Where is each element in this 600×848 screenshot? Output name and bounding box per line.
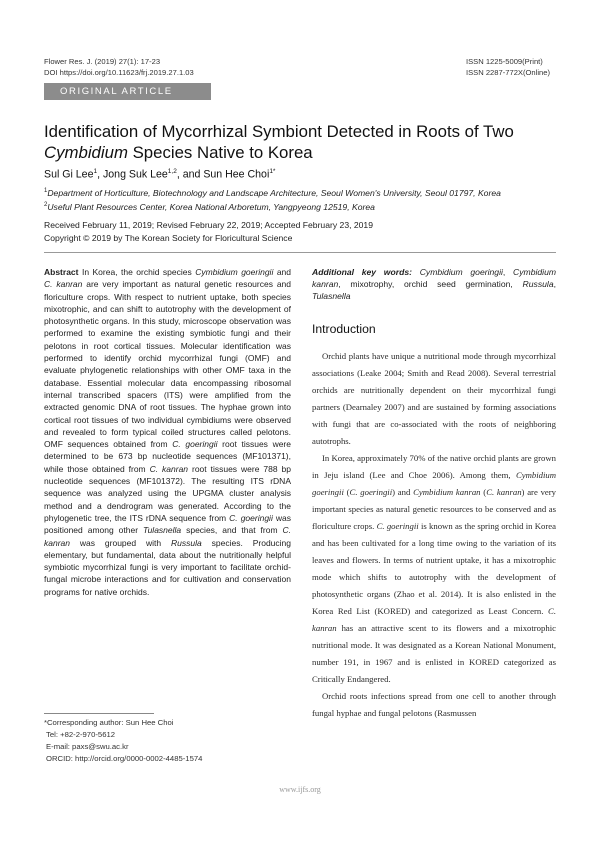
italic-term: C. goeringii: [172, 439, 218, 450]
abstract: [44, 266, 291, 598]
text-run: species. Producing elementary, but fundamental, data about the nutritionally helpful symbiotic mycorrhizal fungi is very important to facilitate orchid-fungal microbe interactions and for cultivation and conservation programs for native orchids.: [44, 537, 292, 597]
italic-term: C. kanran: [44, 525, 291, 548]
telephone: Tel: +82-2-970-5612: [46, 730, 116, 739]
introduction-paragraph: [312, 348, 556, 450]
text-run: (: [343, 487, 350, 497]
text-run: ) are very important species as natural genetic resources to be conserved and as floriculture crops.: [312, 487, 557, 531]
copyright-line: Copyright © 2019 by The Korean Society for Floricultural Science: [44, 232, 293, 243]
introduction-body: [312, 348, 556, 722]
divider: [44, 252, 556, 253]
journal-citation: Flower Res. J. (2019) 27(1): 17-23: [44, 57, 161, 66]
text-run: has an attractive scent to its flowers and a mixotrophic nutritional mode. It was designated as a Korean National Monument, number 191, in 1967 and is enlisted in KORED categorized as Critically Endangered.: [312, 623, 556, 684]
text-run: In Korea, approximately 70% of the native orchid plants are grown in Jeju island (Lee and Choe 2006). Among them,: [312, 453, 556, 480]
italic-term: C. goeringii: [349, 487, 393, 497]
section-heading-introduction: Introduction: [312, 322, 376, 336]
orcid[interactable]: ORCID: http://orcid.org/0000-0002-4485-1574: [46, 754, 203, 763]
italic-term: Tulasnella: [143, 525, 182, 536]
affiliations: [44, 185, 584, 213]
italic-term: Russula: [522, 279, 554, 290]
italic-term: C. kanran: [486, 487, 522, 497]
article-title: [44, 121, 564, 163]
text-run: and: [273, 267, 291, 277]
article-type-banner: ORIGINAL ARTICLE: [44, 83, 211, 100]
italic-term: C. kanran: [149, 463, 189, 474]
text-run: is known as the spring orchid in Korea and has been cultivated for a long time owing to the variation of its leaves and flowers. In terms of nutrient uptake, it has a mixotrophic mode which shifts to autotrophy with the development of photosynthetic organs (Zhao et al. 2014). It is also enlisted in the Korea Red List (KORED) and categorized as Least Concern.: [312, 521, 557, 616]
author-affil-mark: 1,2: [167, 168, 177, 175]
text-run: root tissues were determined to be 673 bp nucleotide sequences (MF101371), while those obtained from: [44, 439, 291, 474]
italic-term: C. goeringii: [376, 521, 419, 531]
text-run: root tissues were 788 bp nucleotide sequences (MF101372). The resulting ITS rDNA sequence was analyzed using the UPGMA cluster analysis method and a dendrogram was generated. According to the phylogenetic tree, the ITS rDNA sequence from: [44, 463, 291, 523]
affiliation-text: Useful Plant Resources Center, Korea National Arboretum, Yangpyeong 12519, Korea: [47, 201, 375, 212]
keywords: [312, 266, 556, 303]
introduction-paragraph: [312, 688, 556, 722]
author-name: Sun Hee Choi: [203, 168, 270, 181]
author-separator: ,: [97, 168, 103, 181]
text-run: was positioned among other: [44, 512, 291, 536]
corresponding-author: *Corresponding author: Sun Hee Choi: [44, 718, 174, 727]
author-name: Sul Gi Lee: [44, 168, 94, 181]
affiliation: [44, 199, 584, 213]
italic-term: Cymbidium goeringii: [419, 267, 503, 277]
abstract-body: [44, 267, 291, 597]
italic-term: C. goeringii: [229, 512, 273, 523]
author-affil-mark: 1: [93, 168, 98, 175]
affiliation-text: Department of Horticulture, Biotechnology and Landscape Architecture, Seoul Women's University, Seoul 01797, Korea: [47, 187, 501, 198]
title-line-2: Species Native to Korea: [127, 143, 313, 162]
doi-line[interactable]: DOI https://doi.org/10.11623/frj.2019.27.1.03: [44, 68, 194, 77]
abstract-label: Abstract: [44, 267, 79, 277]
email[interactable]: E-mail: paxs@swu.ac.kr: [46, 742, 129, 751]
italic-term: Cymbidium kanran: [312, 267, 557, 290]
author-separator: , and: [176, 168, 204, 181]
text-run: was grouped with: [70, 537, 172, 548]
affiliation-mark: 1: [44, 188, 48, 194]
italic-term: Tulasnella: [312, 291, 351, 302]
author-affil-mark: 1*: [269, 168, 276, 175]
issn-online: ISSN 2287-772X(Online): [466, 68, 550, 77]
received-dates: Received February 11, 2019; Revised February 22, 2019; Accepted February 23, 2019: [44, 220, 373, 230]
author-list: [44, 168, 275, 181]
text-run: Orchid roots infections spread from one cell to another through fungal hyphae and fungal pelotons (Rasmussen: [312, 691, 556, 718]
text-run: Orchid plants have unique a nutritional mode through mycorrhizal associations (Leake 2004; Smith and Read 2008). Several terrestrial orchids are nutritionally dependent on their mycorrhizal fungi partners (Dearnaley 2007) and are sustained by forming associations with fungi that are co-associated with the roots of neighboring autotrophs.: [312, 351, 556, 446]
introduction-paragraph: [312, 450, 556, 688]
italic-term: Cymbidium goeringii: [312, 470, 556, 497]
footnote-divider: [44, 713, 154, 714]
affiliation: [44, 185, 584, 199]
footnote: [44, 717, 202, 765]
text-run: ,: [553, 279, 556, 290]
italic-term: Cymbidium kanran: [413, 487, 481, 497]
title-line-1: Identification of Mycorrhizal Symbiont Detected in Roots of Two: [44, 122, 514, 141]
text-run: ,: [502, 267, 514, 277]
text-run: ) and: [392, 487, 414, 497]
title-genus: Cymbidium: [44, 143, 128, 162]
text-run: In Korea, the orchid species: [78, 267, 196, 277]
italic-term: Cymbidium goeringii: [195, 267, 274, 277]
history-block: [44, 219, 373, 244]
text-run: [412, 267, 420, 277]
issn-block: [466, 56, 550, 78]
text-run: , mixotrophy, orchid seed germination,: [338, 279, 523, 290]
text-run: (: [480, 487, 487, 497]
page-footer-url[interactable]: www.ijfs.org: [279, 785, 321, 794]
keywords-label: Additional key words:: [312, 267, 412, 277]
affiliation-mark: 2: [44, 201, 48, 208]
journal-header: [44, 56, 194, 78]
italic-term: C. kanran: [312, 606, 556, 633]
text-run: are very important as natural genetic resources and floriculture crops. With respect to nutrient uptake, both species mixotrophic, and can shift to autotrophy with the development of photosynthetic organs. In this study, microscope observation was performed to examine the existing symbiotic fungi and their pelotons in root cortical tissues. Molecular identification was performed to identify orchid mycorrhizal fungi (OMF) and evaluate phylogenetic relationships with other OMF taxa in the database. Essential molecular data encompassing ribosomal internal transcribed spacers (ITS) were amplified from the extracted genomic DNA of root tissues. The hyphae grown into cortical root tissues of two individual cymbidiums were observed and revealed to form typical coiled structures called pelotons. OMF sequences obtained from: [44, 279, 292, 450]
italic-term: C. kanran: [44, 279, 83, 290]
italic-term: Russula: [171, 537, 202, 548]
author-name: Jong Suk Lee: [102, 168, 168, 181]
issn-print: ISSN 1225-5009(Print): [466, 57, 543, 66]
text-run: species, and that from: [181, 525, 283, 536]
